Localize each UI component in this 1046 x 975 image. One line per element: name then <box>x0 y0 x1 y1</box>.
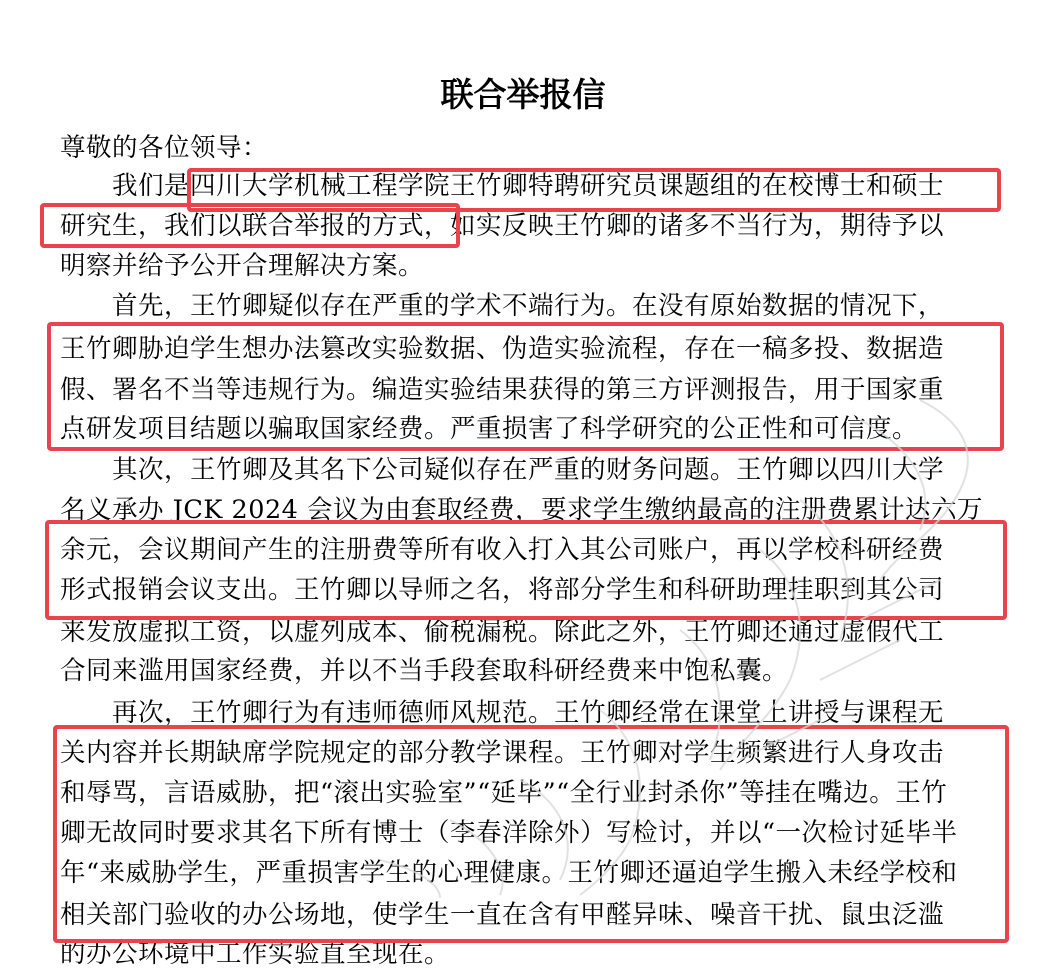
paragraph-line: 首先，王竹卿疑似存在严重的学术不端行为。在没有原始数据的情况下， <box>60 291 945 321</box>
paragraph-line: 相关部门验收的办公场地，使学生一直在含有甲醛异味、噪音干扰、鼠虫泛滥 <box>60 900 945 930</box>
paragraph-line: 余元，会议期间产生的注册费等所有收入打入其公司账户，再以学校科研经费 <box>60 535 945 565</box>
paragraph-line: 点研发项目结题以骗取国家经费。严重损害了科学研究的公正性和可信度。 <box>60 414 919 444</box>
paragraph-line: 王竹卿胁迫学生想办法篡改实验数据、伪造实验流程，存在一稿多投、数据造 <box>60 334 945 364</box>
paragraph-line: 再次，王竹卿行为有违师德师风规范。王竹卿经常在课堂上讲授与课程无 <box>60 698 945 728</box>
paragraph-line: 和辱骂，言语威胁，把“滚出实验室”“延毕”“全行业封杀你”等挂在嘴边。王竹 <box>60 778 948 808</box>
paragraph-line: 来发放虚拟工资，以虚列成本、偷税漏税。除此之外，王竹卿还通过虚假代工 <box>60 617 945 647</box>
paragraph-line: 名义承办 JCK 2024 会议为由套取经费，要求学生缴纳最高的注册费累计达六万 <box>60 495 983 525</box>
paragraph-line: 年“来威胁学生，严重损害学生的心理健康。王竹卿还逼迫学生搬入未经学校和 <box>60 858 958 888</box>
paragraph-line: 卿无故同时要求其名下所有博士（李春洋除外）写检讨，并以“一次检讨延毕半 <box>60 818 958 848</box>
paragraph-line: 研究生，我们以联合举报的方式，如实反映王竹卿的诸多不当行为，期待予以 <box>60 211 945 241</box>
paragraph-line: 其次，王竹卿及其名下公司疑似存在严重的财务问题。王竹卿以四川大学 <box>60 455 945 485</box>
document-title: 联合举报信 <box>440 75 606 114</box>
paragraph-line: 合同来滥用国家经费，并以不当手段套取科研经费来中饱私囊。 <box>60 656 789 686</box>
paragraph-line: 假、署名不当等违规行为。编造实验结果获得的第三方评测报告，用于国家重 <box>60 375 945 405</box>
salutation: 尊敬的各位领导： <box>60 133 269 163</box>
paragraph-line: 关内容并长期缺席学院规定的部分教学课程。王竹卿对学生频繁进行人身攻击 <box>60 738 945 768</box>
paragraph-line: 的办公环境中工作实验直至现在。 <box>60 939 451 969</box>
paragraph-line: 形式报销会议支出。王竹卿以导师之名，将部分学生和科研助理挂职到其公司 <box>60 575 945 605</box>
paragraph-line: 我们是四川大学机械工程学院王竹卿特聘研究员课题组的在校博士和硕士 <box>60 171 945 201</box>
paragraph-line: 明察并给予公开合理解决方案。 <box>60 251 425 281</box>
